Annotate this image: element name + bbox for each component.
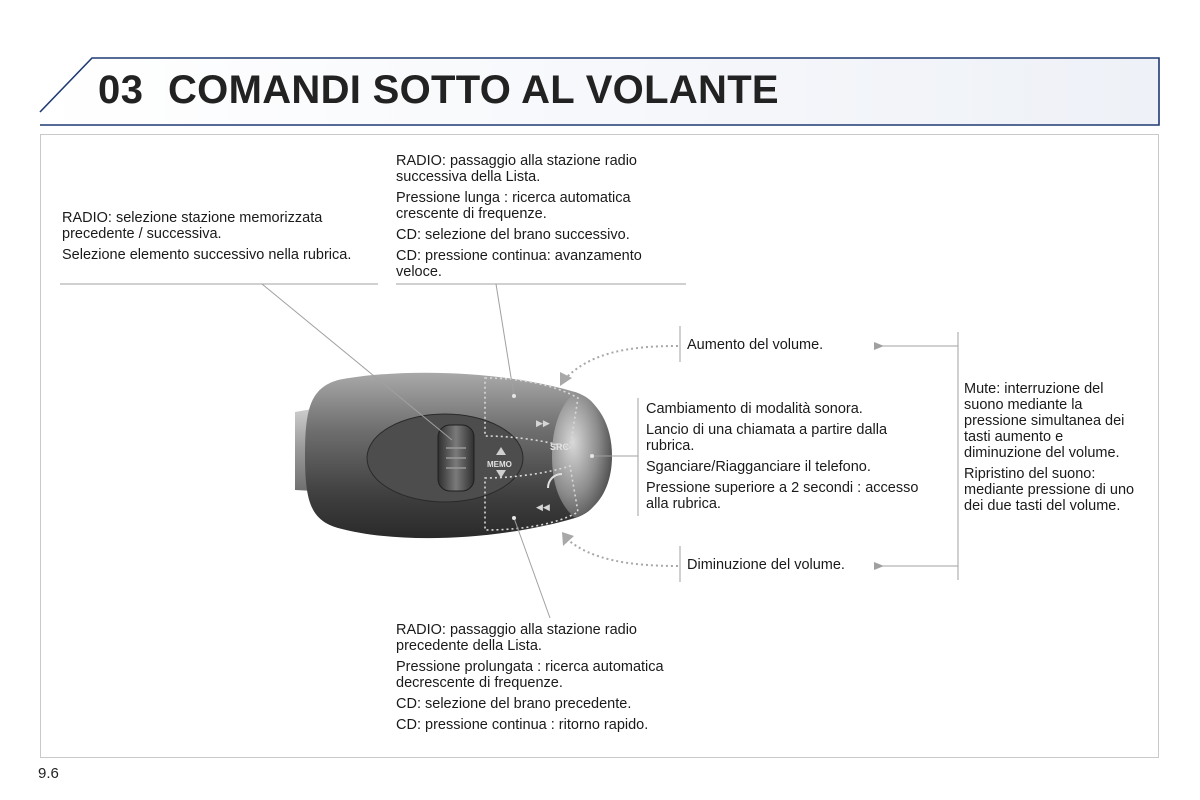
volume-up-arrowhead xyxy=(560,372,572,386)
next-station-callout: RADIO: passaggio alla stazione radio successiva della Lista. Pressione lunga : ricerca automatica crescente di frequenze. CD: selezione del brano successivo. CD: pressione continua: avanzamento veloce. xyxy=(396,153,642,280)
end-button-dot xyxy=(590,454,594,458)
mute-callout: Mute: interruzione del suono mediante la pressione simultanea dei tasti aumento e diminuzione del volume. Ripristino del suono: mediante pressione di uno dei due tasti del volume. xyxy=(964,381,1135,514)
volume-up-dotted-arrow xyxy=(564,346,678,380)
preset-thumbwheel[interactable] xyxy=(438,425,474,491)
volume-up-label: Aumento del volume. xyxy=(687,337,824,353)
next-button-dot xyxy=(512,394,516,398)
fast-forward-icon: ▶▶ xyxy=(536,419,550,429)
prev-station-callout: RADIO: passaggio alla stazione radio precedente della Lista. Pressione prolungata : ricerca automatica decrescente di frequenze. CD: selezione del brano precedente. CD: pressione continua : ritorno rapido. xyxy=(396,622,664,733)
chapter-title: COMANDI SOTTO AL VOLANTE xyxy=(168,68,779,112)
prev-button-dot xyxy=(512,516,516,520)
volume-down-label: Diminuzione del volume. xyxy=(687,557,845,573)
rewind-icon: ◀◀ xyxy=(536,503,550,513)
page-number: 9.6 xyxy=(38,765,59,782)
src-end-button[interactable] xyxy=(552,392,612,518)
volume-down-arrowhead xyxy=(562,532,574,546)
end-button-callout: Cambiamento di modalità sonora. Lancio di una chiamata a partire dalla rubrica. Sganciare/Riagganciare il telefono. Pressione superiore a 2 secondi : accesso alla rubrica. xyxy=(646,401,919,512)
volume-down-dotted-arrow xyxy=(566,538,678,566)
chapter-number: 03 xyxy=(98,68,144,112)
memo-label: MEMO xyxy=(487,460,512,469)
preset-select-callout: RADIO: selezione stazione memorizzata precedente / successiva. Selezione elemento successivo nella rubrica. xyxy=(62,210,352,263)
src-label: SRC xyxy=(550,442,570,452)
